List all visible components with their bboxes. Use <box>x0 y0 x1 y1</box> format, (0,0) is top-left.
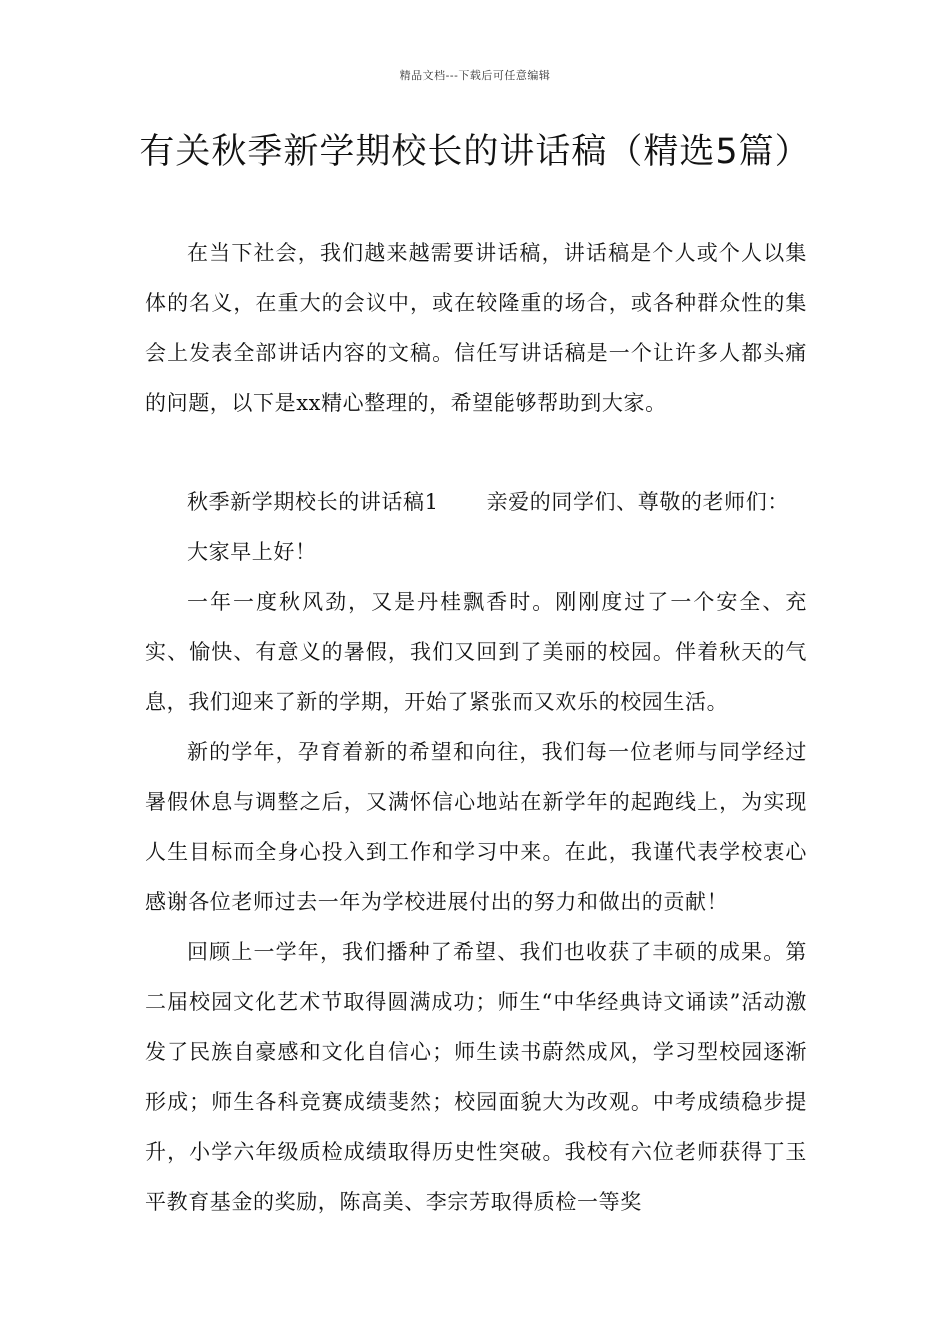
intro-section <box>145 228 807 428</box>
document-title: 有关秋季新学期校长的讲话稿（精选5篇） <box>139 132 811 172</box>
speech-greeting: 大家早上好！ <box>187 540 317 564</box>
speech-salutation: 亲爱的同学们、尊敬的老师们： <box>486 490 789 514</box>
speech-heading: 秋季新学期校长的讲话稿1 <box>187 490 439 514</box>
speech-paragraph: 新的学年，孕育着新的希望和向往，我们每一位老师与同学经过暑假休息与调整之后，又满怀信心地站在新学年的起跑线上，为实现人生目标而全身心投入到工作和学习中来。在此，我谨代表学校衷心感谢各位老师过去一年为学校进展付出的努力和做出的贡献！ <box>145 740 807 914</box>
speech-heading-line <box>145 477 807 527</box>
speech-section <box>145 477 807 1227</box>
speech-paragraph: 回顾上一学年，我们播种了希望、我们也收获了丰硕的成果。第二届校园文化艺术节取得圆满成功；师生“中华经典诗文诵读”活动激发了民族自豪感和文化自信心；师生读书蔚然成风，学习型校园逐渐形成；师生各科竞赛成绩斐然；校园面貌大为改观。中考成绩稳步提升，小学六年级质检成绩取得历史性突破。我校有六位老师获得丁玉平教育基金的奖励，陈高美、李宗芳取得质检一等奖 <box>145 940 807 1214</box>
page-header-note: 精品文档---下载后可任意编辑 <box>399 69 551 82</box>
intro-paragraph: 在当下社会，我们越来越需要讲话稿，讲话稿是个人或个人以集体的名义，在重大的会议中，或在较隆重的场合，或各种群众性的集会上发表全部讲话内容的文稿。信任写讲话稿是一个让许多人都头痛的问题，以下是xx精心整理的，希望能够帮助到大家。 <box>145 241 807 415</box>
speech-paragraph: 一年一度秋风劲，又是丹桂飘香时。刚刚度过了一个安全、充实、愉快、有意义的暑假，我们又回到了美丽的校园。伴着秋天的气息，我们迎来了新的学期，开始了紧张而又欢乐的校园生活。 <box>145 590 807 714</box>
